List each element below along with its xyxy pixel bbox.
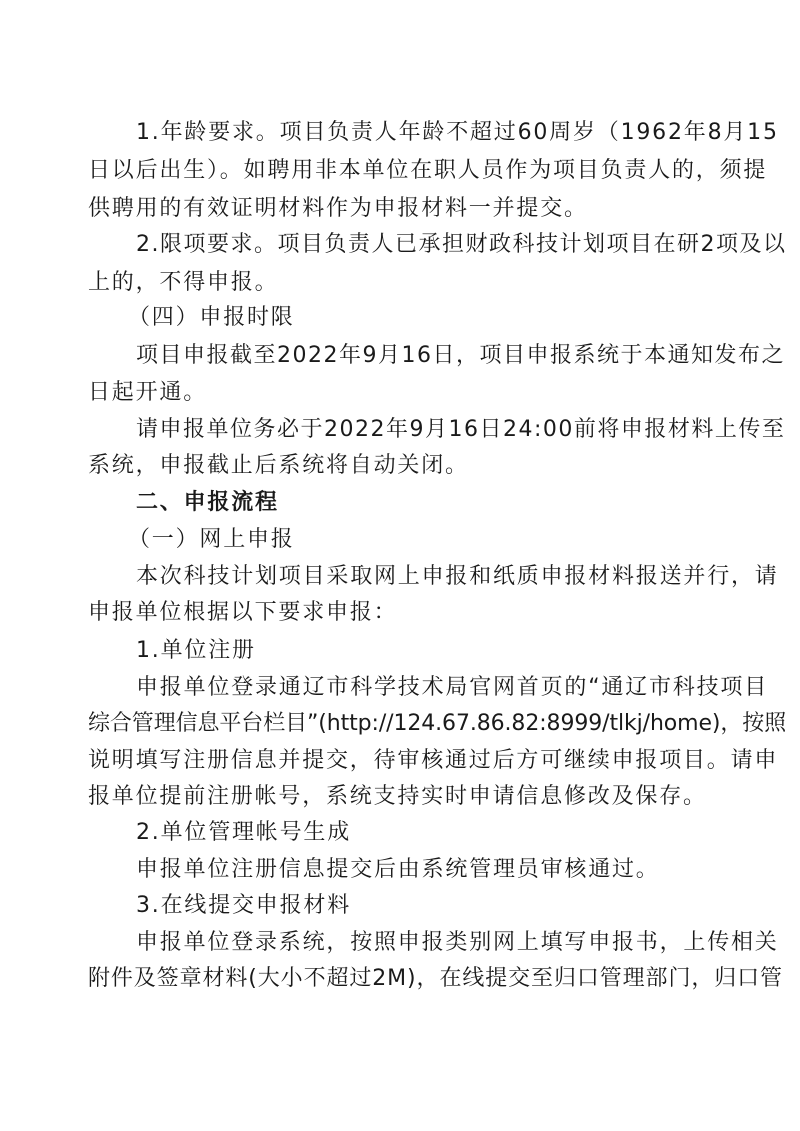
- text-line: 供聘用的有效证明材料作为申报材料一并提交。: [88, 196, 588, 221]
- text-line: 申报单位登录通辽市科学技术局官网首页的“通辽市科技项目: [136, 675, 768, 700]
- text-line: 申报单位注册信息提交后由系统管理员审核通过。: [136, 857, 660, 882]
- text-line: 说明填写注册信息并提交，待审核通过后方可继续申报项目。请申: [88, 748, 779, 773]
- text-line: 附件及签章材料(大小不超过2M)，在线提交至归口管理部门，归口管: [88, 966, 783, 991]
- text-line: 综合管理信息平台栏目”(http://124.67.86.82:8999/tlkj/home)，按照: [88, 711, 787, 736]
- text-line: 日起开通。: [88, 380, 208, 405]
- sub-heading: 1.单位注册: [136, 638, 256, 663]
- text-line: 本次科技计划项目采取网上申报和纸质申报材料报送并行，请: [136, 564, 779, 589]
- section-heading: （四）申报时限: [128, 305, 295, 330]
- text-line: 请申报单位务必于2022年9月16日24:00前将申报材料上传至: [136, 417, 786, 442]
- section-heading: （一）网上申报: [128, 527, 295, 552]
- text-line: 申报单位登录系统，按照申报类别网上填写申报书，上传相关: [136, 930, 779, 955]
- text-line: 上的，不得申报。: [88, 270, 279, 295]
- text-line: 项目申报截至2022年9月16日，项目申报系统于本通知发布之: [136, 343, 785, 368]
- text-line: 报单位提前注册帐号，系统支持实时申请信息修改及保存。: [88, 784, 707, 809]
- text-line: 1.年龄要求。项目负责人年龄不超过60周岁（1962年8月15: [136, 120, 779, 145]
- text-line: 申报单位根据以下要求申报：: [88, 600, 398, 625]
- section-heading: 二、申报流程: [136, 490, 279, 515]
- sub-heading: 2.单位管理帐号生成: [136, 820, 351, 845]
- sub-heading: 3.在线提交申报材料: [136, 893, 351, 918]
- text-line: 2.限项要求。项目负责人已承担财政科技计划项目在研2项及以: [136, 232, 787, 257]
- text-line: 系统，申报截止后系统将自动关闭。: [88, 453, 469, 478]
- text-line: 日以后出生）。如聘用非本单位在职人员作为项目负责人的，须提: [88, 158, 768, 183]
